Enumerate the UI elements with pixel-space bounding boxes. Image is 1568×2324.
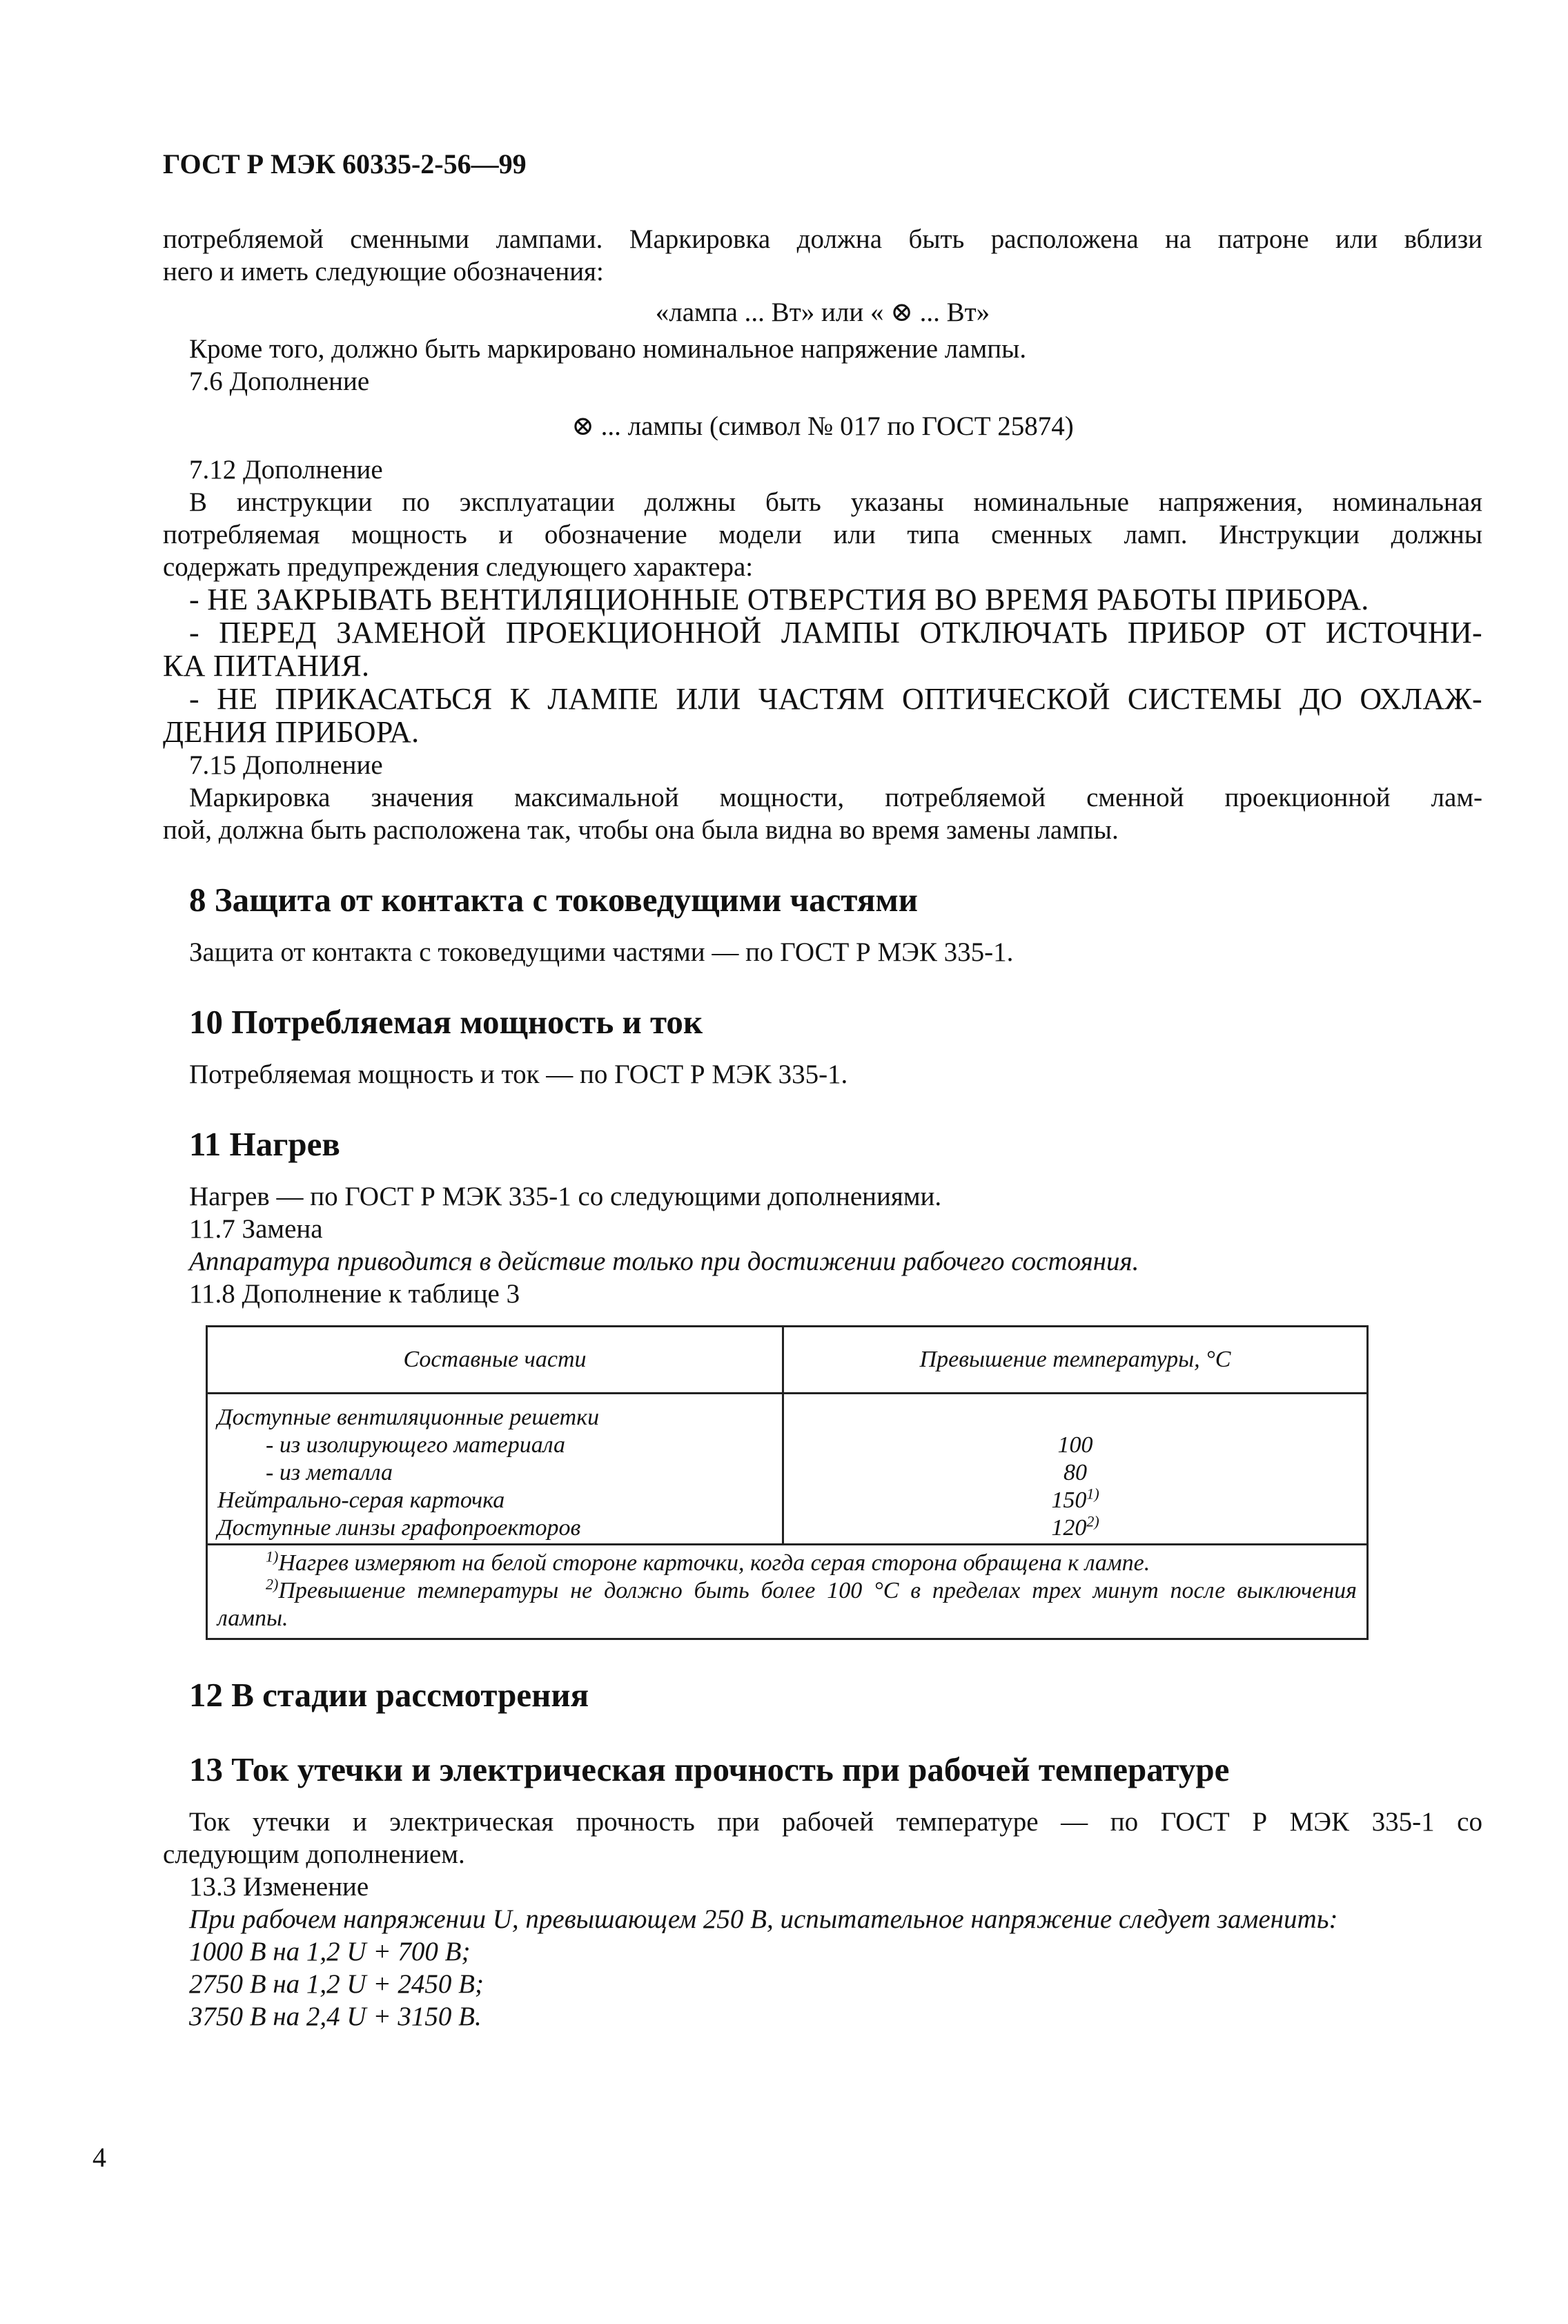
warning-line: - НЕ ПРИКАСАТЬСЯ К ЛАМПЕ ИЛИ ЧАСТЯМ ОПТИЧЕСКОЙ СИСТЕМЫ ДО ОХЛАЖ- (189, 682, 1482, 716)
paragraph-line: Аппаратура приводится в действие только при достижении рабочего состояния. (189, 1247, 1139, 1276)
page-content (163, 148, 1482, 2033)
table-header: Составные части (207, 1327, 783, 1394)
section-heading: 8 Защита от контакта с токоведущими частями (189, 881, 918, 919)
paragraph-line: 2750 В на 1,2 U + 2450 В; (189, 1969, 484, 1999)
running-header: ГОСТ Р МЭК 60335-2-56—99 (163, 148, 527, 179)
paragraph-line: 1000 В на 1,2 U + 700 В; (189, 1937, 471, 1966)
table-note: Превышение температуры не должно быть более 100 °С в пределах трех минут после выключения лампы. (217, 1578, 1357, 1631)
footnote-mark: 2) (266, 1575, 279, 1593)
warning-line: КА ПИТАНИЯ. (163, 649, 370, 683)
subsection-title: 7.15 Дополнение (189, 750, 383, 780)
table-cell (783, 1394, 1368, 1545)
paragraph-line: потребляемой сменными лампами. Маркировка должна быть расположена на патроне или вблизи (163, 224, 1482, 254)
warning-line: - НЕ ЗАКРЫВАТЬ ВЕНТИЛЯЦИОННЫЕ ОТВЕРСТИЯ ВО ВРЕМЯ РАБОТЫ ПРИБОРА. (189, 583, 1369, 616)
subsection-title: 7.12 Дополнение (189, 455, 383, 485)
table-cell (207, 1394, 783, 1545)
table-value: 120 (1051, 1515, 1087, 1541)
table-row-label: Доступные вентиляционные решетки (217, 1405, 600, 1430)
table-value: 100 (1057, 1432, 1093, 1458)
subsection-title: 11.7 Замена (189, 1214, 323, 1244)
table-notes (207, 1545, 1368, 1639)
paragraph-line: Кроме того, должно быть маркировано номинальное напряжение лампы. (189, 334, 1027, 364)
paragraph-line: При рабочем напряжении U, превышающем 250 В, испытательное напряжение следует заменить: (189, 1904, 1338, 1934)
footnote-mark: 2) (1086, 1512, 1099, 1530)
temperature-table (206, 1325, 1369, 1640)
footnote-mark: 1) (1086, 1485, 1099, 1503)
warning-line: ДЕНИЯ ПРИБОРА. (163, 715, 420, 749)
paragraph-line: Ток утечки и электрическая прочность при рабочей температуре — по ГОСТ Р МЭК 335-1 со (189, 1807, 1482, 1837)
paragraph-line: следующим дополнением. (163, 1839, 465, 1869)
table-row-label: - из металла (266, 1460, 393, 1485)
section-heading: 12 В стадии рассмотрения (189, 1676, 589, 1714)
paragraph-line: него и иметь следующие обозначения: (163, 257, 604, 286)
paragraph-line: Маркировка значения максимальной мощности, потребляемой сменной проекционной лам- (189, 783, 1482, 812)
table-row-label: Нейтрально-серая карточка (217, 1487, 505, 1513)
table-note: Нагрев измеряют на белой стороне карточки, когда серая сторона обращена к лампе. (278, 1550, 1150, 1576)
paragraph-line: 3750 В на 2,4 U + 3150 В. (189, 2002, 482, 2031)
subsection-title: 7.6 Дополнение (189, 367, 370, 396)
paragraph-line: В инструкции по эксплуатации должны быть указаны номинальные напряжения, номинальная (189, 487, 1482, 517)
page-number: 4 (92, 2142, 106, 2173)
table-row-label: - из изолирующего материала (266, 1432, 565, 1458)
section-heading: 11 Нагрев (189, 1125, 340, 1163)
paragraph-line: пой, должна быть расположена так, чтобы она была видна во время замены лампы. (163, 815, 1119, 845)
footnote-mark: 1) (266, 1547, 279, 1565)
formula: «лампа ... Вт» или « ⊗ ... Вт» (655, 297, 990, 327)
paragraph-line: Потребляемая мощность и ток — по ГОСТ Р МЭК 335-1. (189, 1060, 848, 1089)
table-value: 80 (1064, 1460, 1087, 1485)
paragraph-line: потребляемая мощность и обозначение модели или типа сменных ламп. Инструкции должны (163, 520, 1482, 549)
table-header: Превышение температуры, °С (783, 1327, 1368, 1394)
warning-line: - ПЕРЕД ЗАМЕНОЙ ПРОЕКЦИОННОЙ ЛАМПЫ ОТКЛЮЧАТЬ ПРИБОР ОТ ИСТОЧНИ- (189, 616, 1482, 650)
paragraph-line: Защита от контакта с токоведущими частями — по ГОСТ Р МЭК 335-1. (189, 937, 1014, 967)
section-heading: 13 Ток утечки и электрическая прочность при рабочей температуре (189, 1750, 1230, 1788)
subsection-title: 11.8 Дополнение к таблице 3 (189, 1279, 520, 1309)
paragraph-line: Нагрев — по ГОСТ Р МЭК 335-1 со следующими дополнениями. (189, 1182, 942, 1211)
table-row-label: Доступные линзы графопроекторов (217, 1515, 581, 1541)
table-value: 150 (1051, 1487, 1087, 1513)
formula: ⊗ ... лампы (символ № 017 по ГОСТ 25874) (571, 411, 1074, 441)
paragraph-line: содержать предупреждения следующего характера: (163, 552, 754, 582)
section-heading: 10 Потребляемая мощность и ток (189, 1003, 703, 1041)
subsection-title: 13.3 Изменение (189, 1872, 369, 1902)
